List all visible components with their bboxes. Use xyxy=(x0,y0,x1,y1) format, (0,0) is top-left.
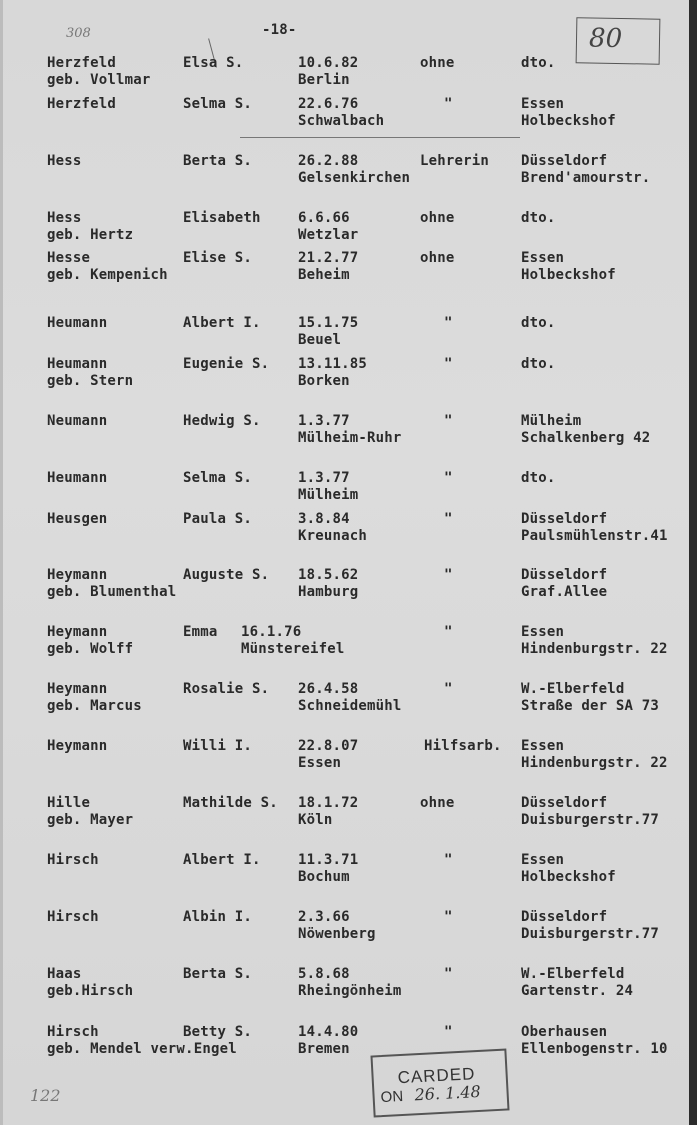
residence-city: Düsseldorf xyxy=(521,567,608,583)
residence-city: Düsseldorf xyxy=(521,511,608,527)
residence-city: dto. xyxy=(521,470,556,486)
maiden-name: geb. Stern xyxy=(47,373,134,389)
occupation: " xyxy=(444,966,453,982)
given-name: Auguste S. xyxy=(183,567,270,583)
birth-date: 1.3.77 xyxy=(298,413,350,429)
birth-place: Hamburg xyxy=(298,584,359,600)
given-name: Eugenie S. xyxy=(183,356,270,372)
surname: Hille xyxy=(47,795,91,811)
birth-place: Gelsenkirchen xyxy=(298,170,411,186)
birth-place: Nöwenberg xyxy=(298,926,376,942)
surname: Heumann xyxy=(47,470,108,486)
residence-city: Essen xyxy=(521,250,565,266)
residence-street: Holbeckshof xyxy=(521,113,616,129)
occupation: " xyxy=(444,356,453,372)
birth-date: 26.4.58 xyxy=(298,681,359,697)
birth-place: Borken xyxy=(298,373,350,389)
box-number-frame xyxy=(576,17,661,64)
stamp-line1: CARDED xyxy=(397,1064,476,1088)
given-name: Hedwig S. xyxy=(183,413,261,429)
residence-city: Düsseldorf xyxy=(521,795,608,811)
birth-place: Schneidemühl xyxy=(298,698,402,714)
given-name: Paula S. xyxy=(183,511,253,527)
residence-city: dto. xyxy=(521,55,556,71)
residence-city: dto. xyxy=(521,210,556,226)
birth-date: 10.6.82 xyxy=(298,55,359,71)
birth-place: Beuel xyxy=(298,332,342,348)
occupation: " xyxy=(444,470,453,486)
occupation: " xyxy=(444,624,453,640)
maiden-name: geb. Kempenich xyxy=(47,267,168,283)
residence-street: Schalkenberg 42 xyxy=(521,430,651,446)
occupation: " xyxy=(444,315,453,331)
given-name: Rosalie S. xyxy=(183,681,270,697)
residence-street: Gartenstr. 24 xyxy=(521,983,634,999)
residence-city: Essen xyxy=(521,96,565,112)
surname: Hirsch xyxy=(47,852,99,868)
maiden-name: geb. Vollmar xyxy=(47,72,151,88)
surname: Neumann xyxy=(47,413,108,429)
occupation: Lehrerin xyxy=(420,153,490,169)
page-number: -18- xyxy=(262,22,297,38)
box-number: 80 xyxy=(588,23,623,55)
page-right-edge xyxy=(689,0,697,1125)
birth-place: Bremen xyxy=(298,1041,350,1057)
given-name: Mathilde S. xyxy=(183,795,278,811)
residence-city: Mülheim xyxy=(521,413,582,429)
residence-street: Holbeckshof xyxy=(521,869,616,885)
birth-date: 15.1.75 xyxy=(298,315,359,331)
residence-city: Düsseldorf xyxy=(521,909,608,925)
given-name: Elsa S. xyxy=(183,55,244,71)
margin-number: 308 xyxy=(66,26,91,41)
given-name: Selma S. xyxy=(183,96,253,112)
given-name: Berta S. xyxy=(183,153,253,169)
birth-date: 1.3.77 xyxy=(298,470,350,486)
maiden-name: geb. Wolff xyxy=(47,641,134,657)
birth-place: Berlin xyxy=(298,72,350,88)
page-left-edge xyxy=(0,0,3,1125)
separator-line xyxy=(240,137,520,138)
surname: Herzfeld xyxy=(47,96,117,112)
maiden-name: geb. Marcus xyxy=(47,698,142,714)
birth-place: Essen xyxy=(298,755,342,771)
birth-date: 22.8.07 xyxy=(298,738,359,754)
residence-street: Duisburgerstr.77 xyxy=(521,926,660,942)
given-name: Albert I. xyxy=(183,315,261,331)
stamp-date: 26. 1.48 xyxy=(414,1081,482,1105)
birth-date: 2.3.66 xyxy=(298,909,350,925)
surname: Heumann xyxy=(47,356,108,372)
birth-date: 11.3.71 xyxy=(298,852,359,868)
given-name: Elisabeth xyxy=(183,210,261,226)
birth-date: 18.5.62 xyxy=(298,567,359,583)
birth-date: 14.4.80 xyxy=(298,1024,359,1040)
residence-street: Holbeckshof xyxy=(521,267,616,283)
occupation: " xyxy=(444,852,453,868)
surname: Heymann xyxy=(47,624,108,640)
occupation: " xyxy=(444,96,453,112)
birth-place: Köln xyxy=(298,812,333,828)
maiden-name: geb. Mendel verw.Engel xyxy=(47,1041,237,1057)
surname: Heymann xyxy=(47,681,108,697)
maiden-name: geb.Hirsch xyxy=(47,983,134,999)
birth-place: Wetzlar xyxy=(298,227,359,243)
residence-street: Straße der SA 73 xyxy=(521,698,660,714)
residence-city: dto. xyxy=(521,315,556,331)
stamp-line2: ON xyxy=(380,1087,404,1107)
residence-street: Brend'amourstr. xyxy=(521,170,651,186)
surname: Hirsch xyxy=(47,1024,99,1040)
occupation: ohne xyxy=(420,210,455,226)
surname: Hesse xyxy=(47,250,91,266)
occupation: ohne xyxy=(420,250,455,266)
birth-date: 16.1.76 xyxy=(241,624,302,640)
birth-place: Mülheim-Ruhr xyxy=(298,430,402,446)
birth-date: 22.6.76 xyxy=(298,96,359,112)
occupation: " xyxy=(444,909,453,925)
residence-city: Essen xyxy=(521,852,565,868)
residence-street: Duisburgerstr.77 xyxy=(521,812,660,828)
birth-date: 5.8.68 xyxy=(298,966,350,982)
residence-street: Hindenburgstr. 22 xyxy=(521,755,668,771)
occupation: " xyxy=(444,413,453,429)
birth-date: 3.8.84 xyxy=(298,511,350,527)
occupation: " xyxy=(444,1024,453,1040)
surname: Heumann xyxy=(47,315,108,331)
surname: Hess xyxy=(47,153,82,169)
maiden-name: geb. Hertz xyxy=(47,227,134,243)
birth-place: Kreunach xyxy=(298,528,368,544)
birth-date: 13.11.85 xyxy=(298,356,368,372)
surname: Heusgen xyxy=(47,511,108,527)
residence-city: Essen xyxy=(521,738,565,754)
residence-city: dto. xyxy=(521,356,556,372)
residence-street: Ellenbogenstr. 10 xyxy=(521,1041,668,1057)
given-name: Willi I. xyxy=(183,738,253,754)
given-name: Albert I. xyxy=(183,852,261,868)
surname: Heymann xyxy=(47,567,108,583)
surname: Herzfeld xyxy=(47,55,117,71)
given-name: Selma S. xyxy=(183,470,253,486)
occupation: Hilfsarb. xyxy=(424,738,502,754)
birth-date: 26.2.88 xyxy=(298,153,359,169)
occupation: " xyxy=(444,567,453,583)
given-name: Berta S. xyxy=(183,966,253,982)
residence-city: W.-Elberfeld xyxy=(521,966,625,982)
residence-street: Paulsmühlenstr.41 xyxy=(521,528,668,544)
surname: Heymann xyxy=(47,738,108,754)
birth-place: Bochum xyxy=(298,869,350,885)
residence-city: Oberhausen xyxy=(521,1024,608,1040)
given-name: Emma xyxy=(183,624,218,640)
carded-stamp xyxy=(370,1048,509,1117)
given-name: Betty S. xyxy=(183,1024,253,1040)
surname: Hirsch xyxy=(47,909,99,925)
occupation: ohne xyxy=(420,795,455,811)
birth-date: 6.6.66 xyxy=(298,210,350,226)
bottom-margin-note: 122 xyxy=(30,1086,61,1105)
birth-place: Schwalbach xyxy=(298,113,385,129)
maiden-name: geb. Blumenthal xyxy=(47,584,177,600)
given-name: Elise S. xyxy=(183,250,253,266)
birth-place: Beheim xyxy=(298,267,350,283)
birth-place: Mülheim xyxy=(298,487,359,503)
birth-place: Rheingönheim xyxy=(298,983,402,999)
given-name: Albin I. xyxy=(183,909,253,925)
birth-date: 21.2.77 xyxy=(298,250,359,266)
residence-city: W.-Elberfeld xyxy=(521,681,625,697)
surname: Hess xyxy=(47,210,82,226)
occupation: " xyxy=(444,681,453,697)
birth-place: Münstereifel xyxy=(241,641,345,657)
residence-street: Graf.Allee xyxy=(521,584,608,600)
residence-city: Essen xyxy=(521,624,565,640)
residence-city: Düsseldorf xyxy=(521,153,608,169)
surname: Haas xyxy=(47,966,82,982)
occupation: " xyxy=(444,511,453,527)
maiden-name: geb. Mayer xyxy=(47,812,134,828)
residence-street: Hindenburgstr. 22 xyxy=(521,641,668,657)
birth-date: 18.1.72 xyxy=(298,795,359,811)
occupation: ohne xyxy=(420,55,455,71)
